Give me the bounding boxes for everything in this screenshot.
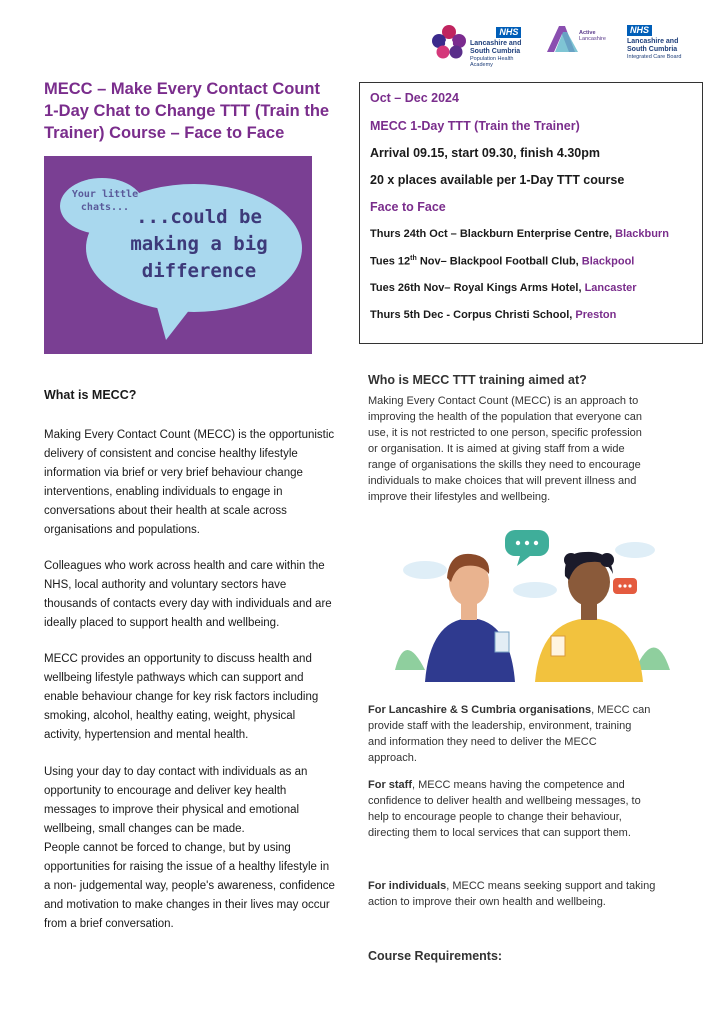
big-bubble-line: making a big	[130, 233, 268, 255]
session-separator: –	[444, 282, 454, 294]
two-people-chatting-illustration	[385, 520, 675, 682]
session-venue: Blackpool Football Club,	[449, 255, 582, 268]
logo-line: Active	[579, 30, 596, 36]
course-info-box	[359, 82, 703, 344]
session-date: Tues 12	[370, 255, 411, 268]
text-line: MECC provides an opportunity to discuss health and	[44, 653, 312, 665]
text-line: or organisation. It is aimed at giving staff from a wide	[368, 443, 625, 455]
what-is-mecc-heading: What is MECC?	[44, 388, 137, 402]
small-bubble-line: chats...	[80, 202, 130, 213]
text-line: from a brief conversation.	[44, 918, 174, 930]
text-line: organisations and populations.	[44, 524, 201, 536]
orgs-paragraph	[368, 702, 708, 766]
text-line: enable behaviour change for key risk factors including	[44, 691, 319, 703]
title-line: 1-Day Chat to Change TTT (Train the	[44, 102, 330, 120]
session-row	[370, 255, 634, 268]
logo-line: South Cumbria	[627, 46, 678, 53]
text-fragment: , MECC means having the competence and	[412, 779, 625, 791]
text-line: Colleagues who work across health and care within the	[44, 560, 325, 572]
text-line: interventions, enabling individuals to engage in	[44, 486, 283, 498]
text-line: smoking, alcohol, healthy eating, weight, physical	[44, 710, 296, 722]
text-line: action to improve their own health and wellbeing.	[368, 896, 606, 908]
session-town: Preston	[575, 309, 617, 321]
course-timing: Arrival 09.15, start 09.30, finish 4.30pm	[370, 146, 600, 160]
text-fragment: , MECC means seeking support and taking	[446, 880, 656, 892]
nhs-badge: NHS	[627, 25, 652, 36]
session-date: Thurs 5th Dec	[370, 309, 444, 321]
session-row	[370, 228, 669, 240]
logo-line: Lancashire and	[627, 38, 679, 45]
title-line: MECC – Make Every Contact Count	[44, 80, 320, 98]
big-bubble-line: ...could be	[136, 206, 262, 228]
big-bubble-text	[104, 204, 294, 285]
text-line: ideally placed to support health and wellbeing.	[44, 617, 280, 629]
session-venue: Royal Kings Arms Hotel,	[453, 282, 585, 294]
small-bubble-line: Your little	[71, 189, 139, 200]
flower-icon	[430, 24, 468, 60]
logo-line: Lancashire and	[470, 40, 522, 47]
session-date: Thurs 24th Oct	[370, 228, 448, 240]
course-name: MECC 1-Day TTT (Train the Trainer)	[370, 119, 580, 133]
text-line: approach.	[368, 752, 417, 764]
icb-logo	[627, 20, 712, 60]
session-date: Tues 26th Nov	[370, 282, 445, 294]
text-fragment: , MECC can	[591, 704, 651, 716]
session-town: Lancaster	[584, 282, 637, 294]
people-chatting-icon	[385, 520, 675, 682]
text-line	[368, 702, 708, 718]
course-requirements-heading: Course Requirements:	[368, 949, 503, 963]
text-line: Using your day to day contact with individuals as an	[44, 766, 308, 778]
logo-line: South Cumbria	[470, 48, 521, 55]
session-date-month: Nov	[416, 255, 441, 268]
text-line: NHS, local authority and voluntary sectors have	[44, 579, 287, 591]
text-line: range of organisations the skills they need to encourage	[368, 459, 641, 471]
staff-paragraph	[368, 777, 708, 841]
logo-line: Academy	[470, 62, 493, 68]
session-date-suffix: th	[410, 255, 417, 262]
text-line: information via brief or very brief behaviour change	[44, 467, 303, 479]
text-line: Making Every Contact Count (MECC) is an approach to	[368, 395, 639, 407]
course-period: Oct – Dec 2024	[370, 91, 459, 105]
session-town: Blackpool	[581, 255, 635, 268]
text-line: conversations about their health at scale across	[44, 505, 287, 517]
who-is-it-for-heading: Who is MECC TTT training aimed at?	[368, 373, 587, 387]
session-venue: Blackburn Enterprise Centre,	[459, 228, 616, 240]
logo-line: Lancashire	[579, 36, 606, 42]
session-row	[370, 309, 616, 321]
logo-line: Integrated Care Board	[627, 54, 682, 60]
text-line: opportunity to encourage and deliver key health	[44, 785, 287, 797]
text-line: People cannot be forced to change, but by using	[44, 842, 291, 854]
page-title	[44, 78, 354, 144]
nhs-badge: NHS	[496, 27, 521, 38]
paragraph-4	[44, 763, 364, 934]
text-line: confidence to deliver health and wellbeing messages, to	[368, 795, 641, 807]
text-line: individuals to make choices that will prevent illness and	[368, 475, 637, 487]
session-venue: Corpus Christi School,	[453, 309, 576, 321]
big-bubble-line: difference	[141, 260, 257, 282]
lsc-population-health-academy-logo	[430, 22, 530, 68]
right-intro-paragraph	[368, 393, 708, 505]
text-line	[368, 878, 708, 894]
text-line: opportunities for raising the issue of a healthy lifestyle in	[44, 861, 330, 873]
logo-line: Population Health	[470, 56, 514, 62]
text-line: improve their lifestyles and wellbeing.	[368, 491, 551, 503]
text-line: provide staff with the leadership, environment, training	[368, 720, 632, 732]
bold-lead: For Lancashire & S Cumbria organisations	[368, 704, 592, 716]
session-separator: –	[447, 228, 460, 240]
text-line: wellbeing, small changes can be made.	[44, 823, 245, 835]
text-line: a non- judgemental way, people's awareness, confidence	[44, 880, 335, 892]
text-line	[368, 777, 708, 793]
text-line: directing them to local services that can support them.	[368, 827, 631, 839]
paragraph-3	[44, 650, 364, 745]
title-line: Trainer) Course – Face to Face	[44, 124, 285, 142]
text-line: messages to improve their physical and emotional	[44, 804, 300, 816]
session-town: Blackburn	[615, 228, 669, 240]
text-line: help to encourage people to change their behaviour,	[368, 811, 622, 823]
active-lancashire-mark-icon	[545, 22, 581, 54]
text-line: wellbeing lifestyle pathways which can support and	[44, 672, 304, 684]
bold-lead: For staff	[368, 779, 412, 791]
text-line: and information they need to deliver the MECC	[368, 736, 597, 748]
text-line: delivery of consistent and concise healthy lifestyle	[44, 448, 298, 460]
paragraph-2	[44, 557, 364, 633]
session-separator: –	[440, 255, 450, 268]
text-line: use, it is not restricted to one person, specific profession	[368, 427, 642, 439]
individuals-paragraph	[368, 878, 708, 910]
course-places: 20 x places available per 1-Day TTT course	[370, 173, 625, 187]
active-lancashire-logo	[545, 22, 617, 56]
session-row	[370, 282, 637, 294]
text-line: activity, hypertension and mental health.	[44, 729, 249, 741]
text-line: and motivation to make changes in their lives may occur	[44, 899, 330, 911]
text-line: Making Every Contact Count (MECC) is the opportunistic	[44, 429, 335, 441]
paragraph-1	[44, 426, 364, 540]
text-line: thousands of contacts every day with individuals and are	[44, 598, 332, 610]
session-separator: -	[443, 309, 454, 321]
course-mode: Face to Face	[370, 200, 446, 214]
bold-lead: For individuals	[368, 880, 447, 892]
text-line: improving the health of the population that everyone can	[368, 411, 642, 423]
hero-speech-bubbles-image	[44, 156, 312, 354]
